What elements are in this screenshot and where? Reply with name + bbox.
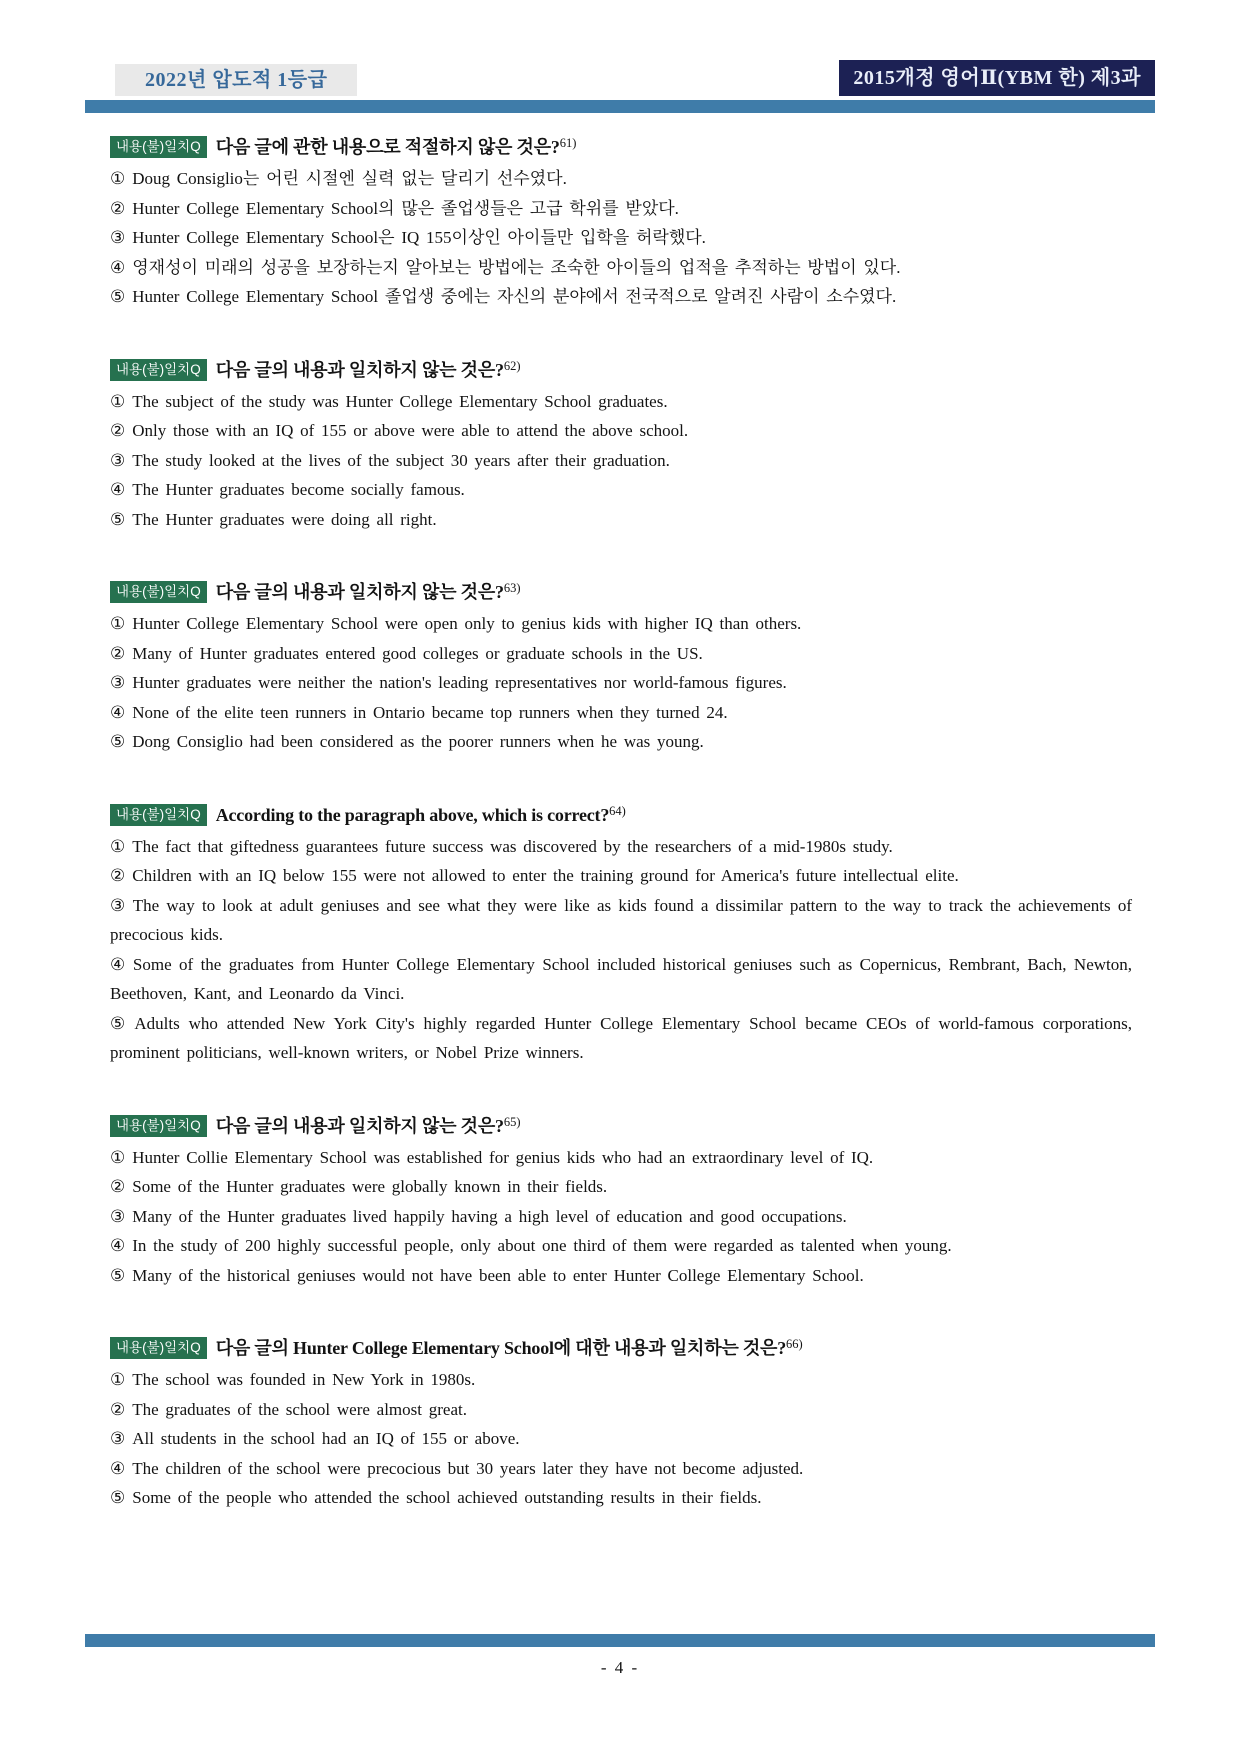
option-text: Many of the Hunter graduates lived happily having a high level of education and good occupations. <box>132 1206 847 1226</box>
option-marker: ④ <box>110 1236 126 1255</box>
answer-option <box>110 639 1132 669</box>
option-text: In the study of 200 highly successful people, only about one third of them were regarded as talented when young. <box>132 1236 952 1255</box>
option-marker: ④ <box>110 954 126 974</box>
answer-option <box>110 1143 1132 1173</box>
option-text: The children of the school were precocious but 30 years later they have not become adjusted. <box>132 1458 804 1478</box>
option-marker: ④ <box>110 702 126 722</box>
option-marker: ③ <box>110 228 126 247</box>
page-header <box>85 60 1155 96</box>
option-text: The school was founded in New York in 1980s. <box>132 1370 476 1389</box>
question-type-badge: 내용(불)일치Q <box>110 359 207 381</box>
answer-option <box>110 387 1132 417</box>
question-type-badge: 내용(불)일치Q <box>110 581 207 603</box>
option-marker: ④ <box>110 480 126 499</box>
answer-option <box>110 727 1132 757</box>
option-text: The graduates of the school were almost great. <box>132 1399 467 1419</box>
option-marker: ① <box>110 1370 126 1389</box>
option-text: None of the elite teen runners in Ontario became top runners when they turned 24. <box>132 702 728 722</box>
answer-option <box>110 282 1132 312</box>
option-text: 영재성이 미래의 성공을 보장하는지 알아보는 방법에는 조숙한 아이들의 업적을 추적하는 방법이 있다. <box>132 257 901 277</box>
answer-option <box>110 1483 1132 1513</box>
answer-option <box>110 194 1132 224</box>
option-text: Hunter College Elementary School 졸업생 중에는 자신의 분야에서 전국적으로 알려진 사람이 소수였다. <box>132 287 897 306</box>
option-marker: ② <box>110 421 126 440</box>
answer-option <box>110 1395 1132 1425</box>
question-63 <box>110 573 1132 757</box>
question-type-badge: 내용(불)일치Q <box>110 1115 207 1137</box>
question-header <box>110 1107 1132 1143</box>
option-marker: ① <box>110 836 126 856</box>
answer-option <box>110 416 1132 446</box>
option-marker: ③ <box>110 1206 126 1226</box>
answer-option <box>110 668 1132 698</box>
option-marker: ② <box>110 1399 126 1419</box>
question-64 <box>110 796 1132 1068</box>
option-text: Dong Consiglio had been considered as the poorer runners when he was young. <box>132 732 704 751</box>
option-text: Hunter College Elementary School은 IQ 155이상인 아이들만 입학을 허락했다. <box>132 228 706 247</box>
question-stem: 다음 글의 내용과 일치하지 않는 것은? <box>215 582 504 602</box>
option-marker: ① <box>110 614 126 633</box>
answer-option <box>110 861 1132 891</box>
option-marker: ⑤ <box>110 509 126 529</box>
answer-option <box>110 1009 1132 1068</box>
answer-option <box>110 1202 1132 1232</box>
question-stem: 다음 글에 관한 내용으로 적절하지 않은 것은? <box>215 137 560 157</box>
questions-area <box>110 128 1132 1513</box>
option-text: The subject of the study was Hunter College Elementary School graduates. <box>132 391 668 411</box>
question-66 <box>110 1329 1132 1513</box>
option-marker: ⑤ <box>110 287 126 306</box>
option-marker: ⑤ <box>110 1488 126 1507</box>
header-series-label: 2022년 압도적 1등급 <box>115 64 357 96</box>
question-ref: 66) <box>786 1337 803 1351</box>
answer-option <box>110 1172 1132 1202</box>
option-marker: ④ <box>110 1458 126 1478</box>
option-text: Doug Consiglio는 어린 시절엔 실력 없는 달리기 선수였다. <box>132 169 567 188</box>
question-ref: 64) <box>609 803 626 818</box>
question-ref: 62) <box>503 358 521 373</box>
answer-option <box>110 1365 1132 1395</box>
option-marker: ③ <box>110 895 126 915</box>
option-marker: ① <box>110 391 126 411</box>
question-ref: 63) <box>503 581 521 595</box>
answer-option <box>110 1454 1132 1484</box>
option-marker: ③ <box>110 1429 126 1448</box>
answer-option <box>110 475 1132 505</box>
answer-option <box>110 1424 1132 1454</box>
option-marker: ⑤ <box>110 1013 128 1033</box>
option-marker: ④ <box>110 257 126 277</box>
option-marker: ② <box>110 866 126 885</box>
option-text: All students in the school had an IQ of 155 or above. <box>132 1429 520 1448</box>
answer-option <box>110 950 1132 1009</box>
question-type-badge: 내용(불)일치Q <box>110 804 207 826</box>
question-stem: 다음 글의 내용과 일치하지 않는 것은? <box>215 359 504 380</box>
question-65 <box>110 1107 1132 1291</box>
question-header <box>110 351 1132 387</box>
answer-option <box>110 609 1132 639</box>
option-text: The Hunter graduates were doing all right. <box>132 509 437 529</box>
answer-option <box>110 253 1132 283</box>
option-text: Hunter College Elementary School의 많은 졸업생들은 고급 학위를 받았다. <box>132 198 679 218</box>
option-text: Hunter graduates were neither the nation's leading representatives nor world-famous figures. <box>132 673 787 692</box>
question-type-badge: 내용(불)일치Q <box>110 1337 207 1359</box>
footer-divider-bar <box>85 1634 1155 1647</box>
question-header <box>110 573 1132 609</box>
page-number: - 4 - <box>600 1658 640 1677</box>
option-text: Some of the people who attended the school achieved outstanding results in their fields. <box>132 1488 762 1507</box>
option-text: Hunter Collie Elementary School was established for genius kids who had an extraordinary level of IQ. <box>132 1147 874 1167</box>
option-text: Some of the graduates from Hunter College Elementary School included historical geniuses such as Copernicus, Rembrant, Bach, Newton, Beethoven, Kant, and Leonardo da Vinci. <box>110 954 1132 1003</box>
question-header <box>110 1329 1132 1365</box>
answer-option <box>110 164 1132 194</box>
option-marker: ① <box>110 169 126 188</box>
answer-option <box>110 223 1132 253</box>
option-text: The fact that giftedness guarantees future success was discovered by the researchers of a mid-1980s study. <box>132 836 893 856</box>
option-text: Many of the historical geniuses would not have been able to enter Hunter College Elementary School. <box>132 1265 864 1285</box>
question-62 <box>110 351 1132 535</box>
answer-option <box>110 891 1132 950</box>
answer-option <box>110 446 1132 476</box>
answer-option <box>110 505 1132 535</box>
option-marker: ② <box>110 643 126 663</box>
option-marker: ② <box>110 198 126 218</box>
answer-option <box>110 832 1132 862</box>
header-lesson-label: 2015개정 영어Ⅱ(YBM 한) 제3과 <box>839 60 1155 96</box>
option-text: Hunter College Elementary School were open only to genius kids with higher IQ than others. <box>132 614 802 633</box>
option-text: Children with an IQ below 155 were not allowed to enter the training ground for America's future intellectual elite. <box>132 866 959 885</box>
question-61 <box>110 128 1132 312</box>
option-marker: ③ <box>110 450 126 470</box>
option-text: Only those with an IQ of 155 or above were able to attend the above school. <box>132 421 689 440</box>
question-ref: 61) <box>559 136 577 150</box>
option-marker: ⑤ <box>110 732 126 751</box>
question-stem: 다음 글의 Hunter College Elementary School에 대한 내용과 일치하는 것은? <box>215 1338 787 1358</box>
option-text: Many of Hunter graduates entered good colleges or graduate schools in the US. <box>132 643 703 663</box>
option-marker: ① <box>110 1147 126 1167</box>
question-stem: 다음 글의 내용과 일치하지 않는 것은? <box>215 1115 504 1136</box>
option-marker: ② <box>110 1177 126 1196</box>
answer-option <box>110 1261 1132 1291</box>
option-text: Some of the Hunter graduates were globally known in their fields. <box>132 1177 608 1196</box>
option-text: The Hunter graduates become socially famous. <box>132 480 465 499</box>
question-ref: 65) <box>503 1114 521 1129</box>
option-text: The study looked at the lives of the subject 30 years after their graduation. <box>132 450 670 470</box>
question-type-badge: 내용(불)일치Q <box>110 136 207 158</box>
question-stem: According to the paragraph above, which is correct? <box>215 804 610 825</box>
option-text: The way to look at adult geniuses and see what they were like as kids found a dissimilar pattern to the way to track the achievements of precocious kids. <box>110 895 1132 944</box>
question-header <box>110 128 1132 164</box>
header-divider-bar <box>85 100 1155 113</box>
option-marker: ⑤ <box>110 1265 126 1285</box>
option-text: Adults who attended New York City's highly regarded Hunter College Elementary School became CEOs of world-famous corporations, prominent politicians, well-known writers, or Nobel Prize winners. <box>110 1013 1133 1062</box>
option-marker: ③ <box>110 673 126 692</box>
answer-option <box>110 698 1132 728</box>
question-header <box>110 796 1132 832</box>
answer-option <box>110 1231 1132 1261</box>
